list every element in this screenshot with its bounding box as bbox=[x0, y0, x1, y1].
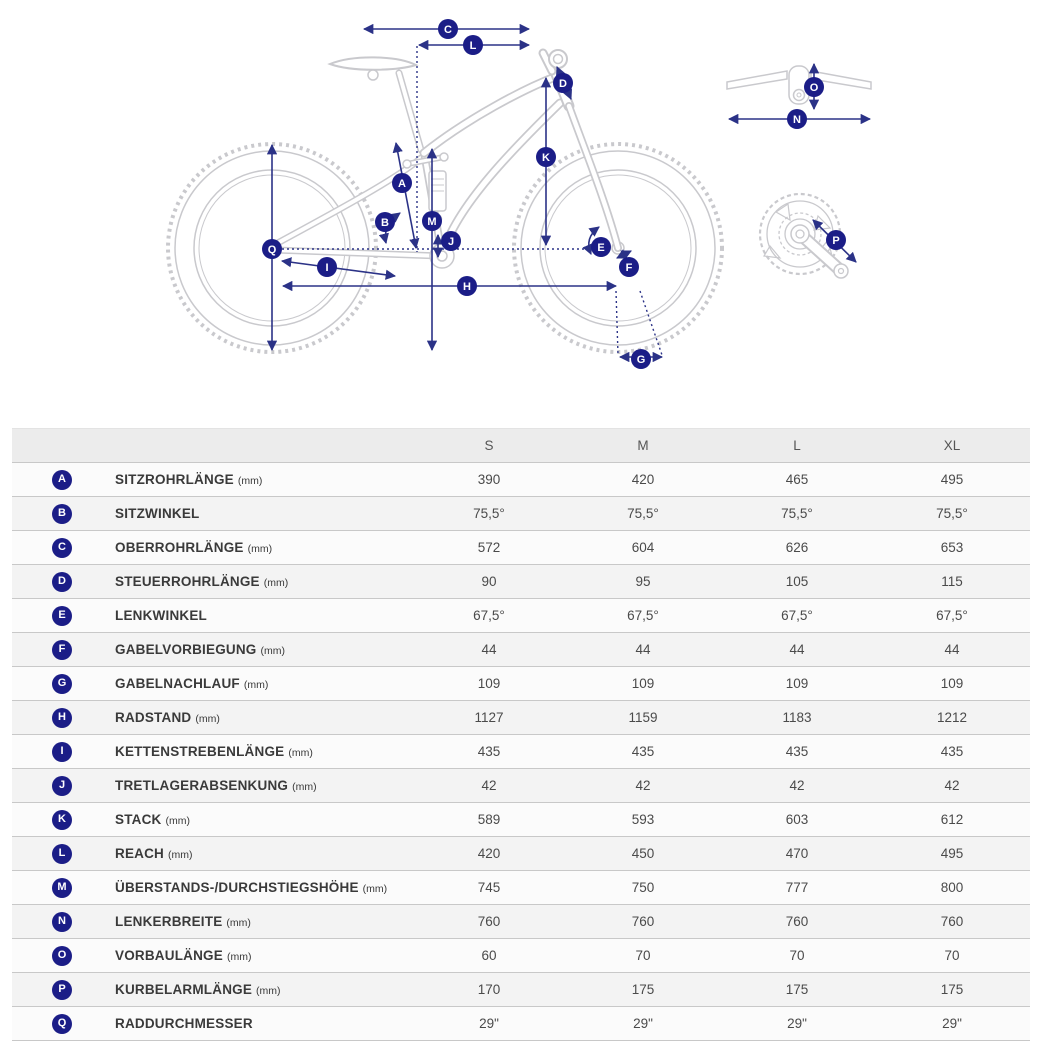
row-label-cell bbox=[112, 735, 412, 769]
table-row-N bbox=[12, 905, 1030, 939]
geometry-table-header bbox=[12, 429, 1030, 463]
row-label-cell bbox=[112, 565, 412, 599]
row-badge-Q: Q bbox=[52, 1014, 72, 1034]
value-C-L: 626 bbox=[785, 540, 809, 555]
measurement-label: ÜBERSTANDS-/DURCHSTIEGSHÖHE bbox=[115, 880, 359, 895]
value-B-XL: 75,5° bbox=[936, 506, 968, 521]
arrow-A-seattube bbox=[396, 143, 416, 248]
geometry-table-section bbox=[0, 428, 1042, 1041]
value-C-S: 572 bbox=[477, 540, 501, 555]
value-A-M: 420 bbox=[631, 472, 655, 487]
measurement-label: STACK bbox=[115, 812, 162, 827]
diagram-badge-Q bbox=[262, 239, 282, 259]
value-D-L: 105 bbox=[785, 574, 809, 589]
value-F-L: 44 bbox=[789, 642, 805, 657]
row-badge-L: L bbox=[52, 844, 72, 864]
diagram-badge-letter: F bbox=[625, 261, 633, 274]
value-G-L: 109 bbox=[785, 676, 809, 691]
header-row bbox=[12, 429, 1030, 463]
header-badge-column bbox=[12, 429, 112, 463]
value-J-L: 42 bbox=[789, 778, 805, 793]
row-badge-cell bbox=[12, 939, 112, 973]
value-D-S: 90 bbox=[481, 574, 497, 589]
table-row-K bbox=[12, 803, 1030, 837]
row-badge-O: O bbox=[52, 946, 72, 966]
value-F-S: 44 bbox=[481, 642, 497, 657]
value-H-S: 1127 bbox=[474, 710, 504, 725]
row-badge-D: D bbox=[52, 572, 72, 592]
table-row-B bbox=[12, 497, 1030, 531]
row-label-cell bbox=[112, 667, 412, 701]
row-badge-M: M bbox=[52, 878, 72, 898]
row-badge-K: K bbox=[52, 810, 72, 830]
row-badge-cell bbox=[12, 633, 112, 667]
diagram-badge-F bbox=[619, 257, 639, 277]
row-badge-G: G bbox=[52, 674, 72, 694]
value-I-L: 435 bbox=[785, 744, 809, 759]
diagram-badge-letter: G bbox=[636, 353, 646, 366]
row-label-cell bbox=[112, 837, 412, 871]
diagram-badge-G bbox=[631, 349, 651, 369]
table-row-D bbox=[12, 565, 1030, 599]
diagram-badge-E bbox=[591, 237, 611, 257]
row-label-cell bbox=[112, 973, 412, 1007]
measurement-unit: (mm) bbox=[256, 985, 281, 997]
measurement-label: TRETLAGERABSENKUNG bbox=[115, 778, 289, 793]
measurement-label: OBERROHRLÄNGE bbox=[115, 540, 244, 555]
measurement-label: KURBELARMLÄNGE bbox=[115, 982, 253, 997]
diagram-badge-I bbox=[317, 257, 337, 277]
row-badge-cell bbox=[12, 565, 112, 599]
row-badge-cell bbox=[12, 667, 112, 701]
row-badge-E: E bbox=[52, 606, 72, 626]
measurement-unit: (mm) bbox=[292, 781, 317, 793]
measurement-label: REACH bbox=[115, 846, 165, 861]
row-badge-N: N bbox=[52, 912, 72, 932]
value-B-S: 75,5° bbox=[473, 506, 505, 521]
measurement-label: LENKERBREITE bbox=[115, 914, 223, 929]
measurement-unit: (mm) bbox=[237, 475, 263, 487]
header-size-xl: XL bbox=[874, 429, 1030, 463]
measurement-label: KETTENSTREBENLÄNGE bbox=[115, 744, 285, 759]
row-badge-F: F bbox=[52, 640, 72, 660]
value-K-S: 589 bbox=[477, 812, 501, 827]
row-badge-H: H bbox=[52, 708, 72, 728]
row-label-cell bbox=[112, 803, 412, 837]
handlebar-clamp bbox=[549, 50, 567, 68]
value-L-M: 450 bbox=[631, 846, 655, 861]
diagram-badge-letter: E bbox=[597, 241, 605, 254]
value-F-XL: 44 bbox=[944, 642, 960, 657]
measurement-unit: (mm) bbox=[195, 713, 220, 725]
diagram-badge-letter: N bbox=[793, 113, 801, 126]
value-G-XL: 109 bbox=[940, 676, 964, 691]
row-badge-cell bbox=[12, 905, 112, 939]
header-label-column bbox=[112, 429, 412, 463]
row-badge-cell bbox=[12, 769, 112, 803]
value-I-M: 435 bbox=[631, 744, 655, 759]
value-E-M: 67,5° bbox=[627, 608, 659, 623]
value-I-XL: 435 bbox=[940, 744, 964, 759]
row-badge-cell bbox=[12, 803, 112, 837]
value-C-M: 604 bbox=[631, 540, 655, 555]
diagram-badge-letter: J bbox=[447, 235, 455, 248]
diagram-badge-D bbox=[553, 73, 573, 93]
table-row-Q bbox=[12, 1007, 1030, 1041]
measurement-label: RADDURCHMESSER bbox=[115, 1016, 253, 1031]
measurement-label: LENKWINKEL bbox=[115, 608, 207, 623]
value-D-XL: 115 bbox=[941, 574, 963, 589]
diagram-badge-M bbox=[422, 211, 442, 231]
row-label-cell bbox=[112, 1007, 412, 1041]
value-O-L: 70 bbox=[789, 948, 805, 963]
value-E-S: 67,5° bbox=[473, 608, 505, 623]
value-J-S: 42 bbox=[481, 778, 497, 793]
diagram-badge-letter: O bbox=[809, 81, 819, 94]
measurement-unit: (mm) bbox=[263, 577, 289, 589]
table-row-G bbox=[12, 667, 1030, 701]
measurement-label: SITZROHRLÄNGE bbox=[115, 472, 234, 487]
value-J-XL: 42 bbox=[944, 778, 960, 793]
row-badge-cell bbox=[12, 837, 112, 871]
geometry-table bbox=[12, 428, 1030, 1041]
row-label-cell bbox=[112, 939, 412, 973]
diagram-badge-letter: B bbox=[381, 216, 389, 229]
header-size-s: S bbox=[412, 429, 566, 463]
row-badge-cell bbox=[12, 973, 112, 1007]
row-badge-cell bbox=[12, 531, 112, 565]
row-badge-I: I bbox=[52, 742, 72, 762]
value-P-L: 175 bbox=[785, 982, 809, 997]
diagram-badge-K bbox=[536, 147, 556, 167]
geometry-table-body bbox=[12, 463, 1030, 1041]
row-label-cell bbox=[112, 599, 412, 633]
value-M-M: 750 bbox=[631, 880, 655, 895]
diagram-badge-L bbox=[463, 35, 483, 55]
value-H-XL: 1212 bbox=[936, 710, 968, 725]
diagram-badge-letter: M bbox=[427, 215, 437, 228]
measurement-label: SITZWINKEL bbox=[115, 506, 200, 521]
row-badge-J: J bbox=[52, 776, 72, 796]
row-label-cell bbox=[112, 463, 412, 497]
row-label-cell bbox=[112, 701, 412, 735]
measurement-unit: (mm) bbox=[243, 679, 269, 691]
value-N-XL: 760 bbox=[940, 914, 964, 929]
value-G-S: 109 bbox=[477, 676, 501, 691]
value-L-S: 420 bbox=[477, 846, 501, 861]
value-N-S: 760 bbox=[477, 914, 501, 929]
value-A-S: 390 bbox=[477, 472, 501, 487]
row-badge-cell bbox=[12, 1007, 112, 1041]
value-F-M: 44 bbox=[635, 642, 651, 657]
value-P-M: 175 bbox=[631, 982, 655, 997]
diagram-badge-B bbox=[375, 212, 395, 232]
value-Q-XL: 29" bbox=[942, 1016, 962, 1031]
row-label-cell bbox=[112, 871, 412, 905]
handlebar-detail bbox=[727, 66, 871, 104]
measurement-unit: (mm) bbox=[165, 815, 190, 827]
diagram-badge-P bbox=[826, 230, 846, 250]
value-A-L: 465 bbox=[785, 472, 809, 487]
row-badge-cell bbox=[12, 871, 112, 905]
value-K-XL: 612 bbox=[940, 812, 964, 827]
diagram-badge-letter: I bbox=[325, 261, 329, 274]
measurement-unit: (mm) bbox=[168, 849, 193, 861]
measurement-label: RADSTAND bbox=[115, 710, 192, 725]
measurement-label: VORBAULÄNGE bbox=[115, 948, 223, 963]
row-label-cell bbox=[112, 531, 412, 565]
diagram-badge-O bbox=[804, 77, 824, 97]
row-label-cell bbox=[112, 905, 412, 939]
value-H-M: 1159 bbox=[628, 710, 658, 725]
diagram-badge-J bbox=[441, 231, 461, 251]
measurement-label: GABELVORBIEGUNG bbox=[115, 642, 257, 657]
row-badge-cell bbox=[12, 497, 112, 531]
measurement-unit: (mm) bbox=[288, 747, 313, 759]
value-I-S: 435 bbox=[477, 744, 501, 759]
diagram-badge-letter: Q bbox=[267, 243, 277, 256]
table-row-J bbox=[12, 769, 1030, 803]
measurement-unit: (mm) bbox=[226, 917, 251, 929]
value-P-XL: 175 bbox=[940, 982, 964, 997]
measurement-label: STEUERROHRLÄNGE bbox=[115, 574, 260, 589]
diagram-badge-letter: A bbox=[398, 177, 406, 190]
value-O-M: 70 bbox=[635, 948, 651, 963]
diagram-badge-letter: P bbox=[832, 234, 840, 247]
value-O-XL: 70 bbox=[944, 948, 960, 963]
table-row-A bbox=[12, 463, 1030, 497]
measurement-unit: (mm) bbox=[247, 543, 273, 555]
diagram-badge-H bbox=[457, 276, 477, 296]
row-badge-P: P bbox=[52, 980, 72, 1000]
bike-diagram-svg bbox=[0, 0, 1042, 424]
row-badge-C: C bbox=[52, 538, 72, 558]
row-badge-B: B bbox=[52, 504, 72, 524]
row-label-cell bbox=[112, 633, 412, 667]
diagram-badge-letter: L bbox=[469, 39, 477, 52]
value-L-L: 470 bbox=[785, 846, 809, 861]
measurement-unit: (mm) bbox=[226, 951, 252, 963]
measurement-unit: (mm) bbox=[260, 645, 286, 657]
table-row-I bbox=[12, 735, 1030, 769]
value-P-S: 170 bbox=[477, 982, 501, 997]
value-E-XL: 67,5° bbox=[936, 608, 968, 623]
header-size-m: M bbox=[566, 429, 720, 463]
bike-geometry-diagram bbox=[0, 0, 1042, 424]
row-badge-A: A bbox=[52, 470, 72, 490]
value-L-XL: 495 bbox=[940, 846, 964, 861]
table-row-E bbox=[12, 599, 1030, 633]
value-N-M: 760 bbox=[631, 914, 655, 929]
arrow-I-chainstay bbox=[282, 261, 395, 276]
table-row-P bbox=[12, 973, 1030, 1007]
row-badge-cell bbox=[12, 701, 112, 735]
diagram-badge-A bbox=[392, 173, 412, 193]
row-badge-cell bbox=[12, 599, 112, 633]
row-label-cell bbox=[112, 769, 412, 803]
table-row-O bbox=[12, 939, 1030, 973]
value-M-S: 745 bbox=[477, 880, 501, 895]
value-J-M: 42 bbox=[635, 778, 651, 793]
measurement-label: GABELNACHLAUF bbox=[115, 676, 240, 691]
diagram-badge-letter: K bbox=[542, 151, 550, 164]
value-D-M: 95 bbox=[635, 574, 651, 589]
row-badge-cell bbox=[12, 735, 112, 769]
diagram-badge-C bbox=[438, 19, 458, 39]
diagram-badge-letter: D bbox=[559, 77, 567, 90]
value-C-XL: 653 bbox=[940, 540, 964, 555]
value-O-S: 60 bbox=[481, 948, 497, 963]
value-N-L: 760 bbox=[785, 914, 809, 929]
table-row-L bbox=[12, 837, 1030, 871]
value-Q-M: 29" bbox=[633, 1016, 653, 1031]
value-M-L: 777 bbox=[785, 880, 809, 895]
row-label-cell bbox=[112, 497, 412, 531]
diagram-badge-letter: H bbox=[463, 280, 471, 293]
value-G-M: 109 bbox=[631, 676, 655, 691]
value-H-L: 1183 bbox=[782, 710, 812, 725]
table-row-M bbox=[12, 871, 1030, 905]
table-row-F bbox=[12, 633, 1030, 667]
value-B-L: 75,5° bbox=[781, 506, 813, 521]
value-K-M: 593 bbox=[631, 812, 655, 827]
measurement-unit: (mm) bbox=[362, 883, 388, 895]
value-M-XL: 800 bbox=[940, 880, 964, 895]
diagram-badge-letter: C bbox=[444, 23, 452, 36]
value-E-L: 67,5° bbox=[781, 608, 813, 623]
value-Q-S: 29" bbox=[479, 1016, 499, 1031]
row-badge-cell bbox=[12, 463, 112, 497]
diagram-badge-N bbox=[787, 109, 807, 129]
table-row-H bbox=[12, 701, 1030, 735]
value-B-M: 75,5° bbox=[627, 506, 659, 521]
value-A-XL: 495 bbox=[940, 472, 964, 487]
header-size-l: L bbox=[720, 429, 874, 463]
table-row-C bbox=[12, 531, 1030, 565]
value-Q-L: 29" bbox=[787, 1016, 807, 1031]
value-K-L: 603 bbox=[785, 812, 809, 827]
